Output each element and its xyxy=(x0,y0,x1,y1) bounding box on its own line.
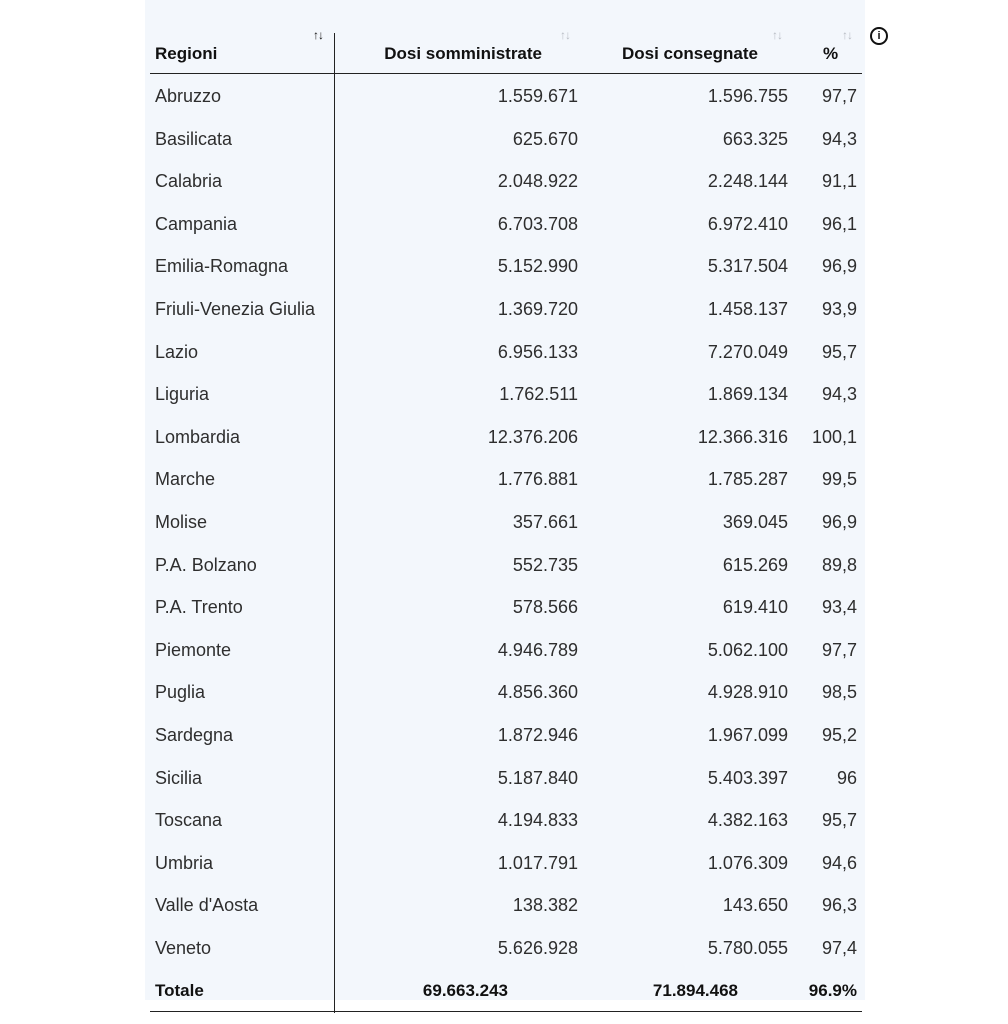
administered-doses-cell: 5.626.928 xyxy=(497,937,578,958)
percent-cell: 94,3 xyxy=(821,128,857,149)
delivered-doses-cell: 369.045 xyxy=(722,511,788,532)
percent-cell: 94,3 xyxy=(821,384,857,405)
table-row xyxy=(0,75,1008,118)
region-cell: Lombardia xyxy=(155,426,241,447)
info-icon[interactable]: i xyxy=(870,27,888,45)
header-divider xyxy=(150,73,862,74)
percent-cell: 95,7 xyxy=(821,341,857,362)
region-cell: Valle d'Aosta xyxy=(155,895,259,916)
region-cell: Abruzzo xyxy=(155,86,222,106)
percent-cell: 93,9 xyxy=(821,298,857,319)
total-administered: 69.663.243 xyxy=(422,981,508,1000)
delivered-doses-cell: 4.928.910 xyxy=(707,682,788,703)
region-cell: Piemonte xyxy=(155,639,232,660)
administered-doses-cell: 1.369.720 xyxy=(497,298,578,319)
delivered-doses-cell: 12.366.316 xyxy=(697,426,788,447)
percent-cell: 96,1 xyxy=(821,213,857,234)
region-cell: Sardegna xyxy=(155,724,234,745)
percent-cell: 95,2 xyxy=(821,724,857,745)
table-row xyxy=(0,245,1008,288)
administered-doses-cell: 1.559.671 xyxy=(497,86,578,106)
table-row xyxy=(0,458,1008,501)
delivered-doses-cell: 1.967.099 xyxy=(707,724,788,745)
delivered-doses-cell: 7.270.049 xyxy=(707,341,788,362)
region-cell: Molise xyxy=(155,511,208,532)
region-cell: Lazio xyxy=(155,341,199,362)
column-header-regioni[interactable] xyxy=(155,28,325,70)
administered-doses-cell: 357.661 xyxy=(512,511,578,532)
table-row xyxy=(0,927,1008,970)
column-header-label: % xyxy=(823,44,839,63)
percent-cell: 97,7 xyxy=(821,639,857,660)
table-row xyxy=(0,629,1008,672)
administered-doses-cell: 1.872.946 xyxy=(497,724,578,745)
region-cell: Liguria xyxy=(155,384,210,405)
percent-cell: 98,5 xyxy=(821,682,857,703)
percent-cell: 89,8 xyxy=(821,554,857,575)
region-cell: Sicilia xyxy=(155,767,203,788)
region-cell: Emilia-Romagna xyxy=(155,256,289,277)
administered-doses-cell: 625.670 xyxy=(512,128,578,149)
column-header-label: Regioni xyxy=(155,44,218,63)
total-delivered: 71.894.468 xyxy=(652,981,738,1000)
region-cell: P.A. Trento xyxy=(155,597,243,618)
region-cell: Veneto xyxy=(155,937,212,958)
region-cell: Umbria xyxy=(155,852,214,873)
delivered-doses-cell: 6.972.410 xyxy=(707,213,788,234)
administered-doses-cell: 552.735 xyxy=(512,554,578,575)
table-row xyxy=(0,586,1008,629)
region-cell: Toscana xyxy=(155,810,223,831)
delivered-doses-cell: 615.269 xyxy=(722,554,788,575)
delivered-doses-cell: 5.403.397 xyxy=(707,767,788,788)
administered-doses-cell: 6.956.133 xyxy=(497,341,578,362)
table-row xyxy=(0,288,1008,331)
delivered-doses-cell: 5.317.504 xyxy=(707,256,788,277)
column-header-label: Dosi somministrate xyxy=(384,44,542,63)
administered-doses-cell: 2.048.922 xyxy=(497,171,578,192)
table-row xyxy=(0,671,1008,714)
percent-cell: 97,4 xyxy=(821,937,857,958)
column-header-dosi-somministrate[interactable] xyxy=(340,28,580,70)
delivered-doses-cell: 5.780.055 xyxy=(707,937,788,958)
table-row xyxy=(0,118,1008,161)
delivered-doses-cell: 1.458.137 xyxy=(707,298,788,319)
administered-doses-cell: 4.856.360 xyxy=(497,682,578,703)
percent-cell: 94,6 xyxy=(821,852,857,873)
sort-arrows-icon[interactable]: ↑↓ xyxy=(772,28,782,42)
region-cell: P.A. Bolzano xyxy=(155,554,257,575)
delivered-doses-cell: 619.410 xyxy=(722,597,788,618)
administered-doses-cell: 12.376.206 xyxy=(487,426,578,447)
administered-doses-cell: 6.703.708 xyxy=(497,213,578,234)
region-cell: Campania xyxy=(155,213,238,234)
percent-cell: 96,9 xyxy=(821,511,857,532)
administered-doses-cell: 138.382 xyxy=(512,895,578,916)
percent-cell: 100,1 xyxy=(811,426,857,447)
delivered-doses-cell: 1.076.309 xyxy=(707,852,788,873)
delivered-doses-cell: 663.325 xyxy=(722,128,788,149)
percent-cell: 96,9 xyxy=(821,256,857,277)
table-row xyxy=(0,416,1008,459)
delivered-doses-cell: 1.869.134 xyxy=(707,384,788,405)
percent-cell: 97,7 xyxy=(821,86,857,106)
delivered-doses-cell: 143.650 xyxy=(722,895,788,916)
delivered-doses-cell: 4.382.163 xyxy=(707,810,788,831)
administered-doses-cell: 5.187.840 xyxy=(497,767,578,788)
table-row xyxy=(0,501,1008,544)
region-cell: Calabria xyxy=(155,171,223,192)
percent-cell: 95,7 xyxy=(821,810,857,831)
sort-arrows-icon[interactable]: ↑↓ xyxy=(560,28,570,42)
table-row xyxy=(0,373,1008,416)
administered-doses-cell: 5.152.990 xyxy=(497,256,578,277)
sort-arrows-icon[interactable]: ↑↓ xyxy=(842,28,852,42)
column-header-percent[interactable] xyxy=(800,28,860,70)
sort-arrows-icon[interactable]: ↑↓ xyxy=(313,28,323,42)
table-row xyxy=(0,799,1008,842)
percent-cell: 96 xyxy=(836,767,857,788)
administered-doses-cell: 4.946.789 xyxy=(497,639,578,660)
table-row xyxy=(0,203,1008,246)
administered-doses-cell: 1.762.511 xyxy=(499,384,578,405)
percent-cell: 99,5 xyxy=(821,469,857,490)
administered-doses-cell: 578.566 xyxy=(512,597,578,618)
delivered-doses-cell: 2.248.144 xyxy=(707,171,788,192)
table-row xyxy=(0,842,1008,885)
table-row xyxy=(0,160,1008,203)
region-cell: Basilicata xyxy=(155,128,233,149)
administered-doses-cell: 1.776.881 xyxy=(497,469,578,490)
table-row xyxy=(0,757,1008,800)
delivered-doses-cell: 5.062.100 xyxy=(707,639,788,660)
table-row xyxy=(0,884,1008,927)
column-header-label: Dosi consegnate xyxy=(621,44,758,63)
total-percent: 96.9% xyxy=(808,981,857,1000)
region-cell: Marche xyxy=(155,469,216,490)
delivered-doses-cell: 1.596.755 xyxy=(707,86,788,106)
administered-doses-cell: 4.194.833 xyxy=(497,810,578,831)
total-label: Totale xyxy=(155,981,204,1000)
region-cell: Puglia xyxy=(155,682,206,703)
column-header-dosi-consegnate[interactable] xyxy=(590,28,790,70)
administered-doses-cell: 1.017.791 xyxy=(497,852,578,873)
total-row xyxy=(0,970,1008,1012)
region-cell: Friuli-Venezia Giulia xyxy=(155,298,316,319)
percent-cell: 91,1 xyxy=(821,171,857,192)
table-row xyxy=(0,544,1008,587)
table-row xyxy=(0,331,1008,374)
percent-cell: 93,4 xyxy=(821,597,857,618)
table-row xyxy=(0,714,1008,757)
table-body xyxy=(0,75,1008,969)
delivered-doses-cell: 1.785.287 xyxy=(707,469,788,490)
percent-cell: 96,3 xyxy=(821,895,857,916)
